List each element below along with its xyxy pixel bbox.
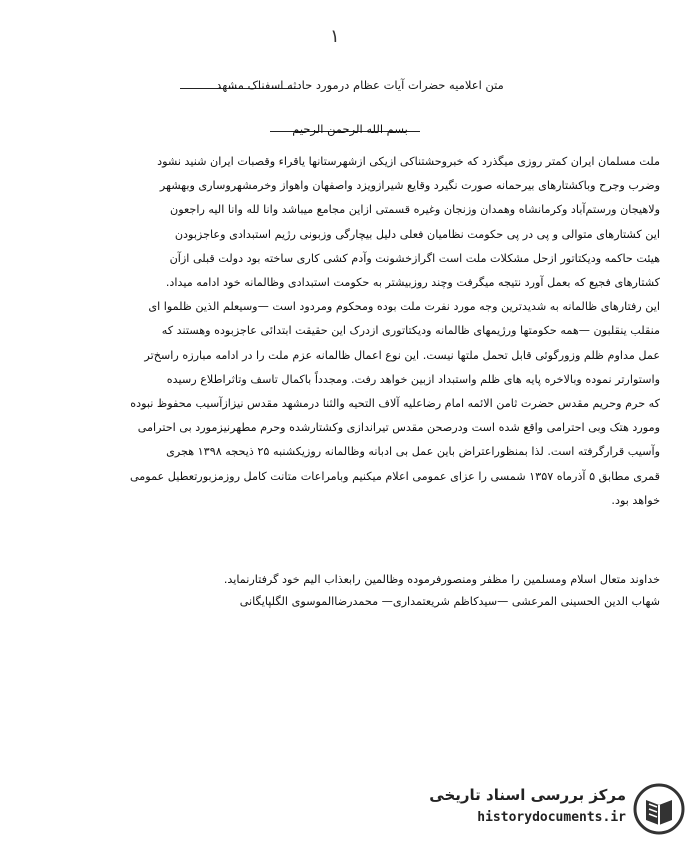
body-line: این رفتارهای ظالمانه به شدیدترین وجه مورد نفرت ملت بوده ومحکوم ومردود است —وسیعلم الذین ظلموا ای — [148, 300, 660, 314]
body-line: وضرب وجرح وباکشتارهای بیرحمانه صورت نگیرد وقایع شیرازویزد واصفهان واهواز وخرمشهروساری وبهشهر — [159, 179, 660, 193]
body-line: منقلب ینقلبون —همه حکومتها ورژیمهای ظالمانه ودیکتاتوری ازدرک این حقیقت ابتدائی عاجزبوده وهستند که — [161, 324, 660, 338]
signatories: شهاب الدین الحسینی المرعشی —سیدکاظم شریعتمداری— محمدرضاالموسوی الگلپایگانی — [239, 595, 660, 608]
body-line: واستوارتر نموده وبالاخره پایه های ظلم واستبداد ازبین خواهد رفت. ومجدداً باکمال تاسف وتاثراطلاع رسیده — [166, 372, 660, 386]
watermark-url: historydocuments.ir — [477, 810, 626, 825]
body-line: ملت مسلمان ایران کمتر روزی میگذرد که خبروحشتناکی ازیکی ازشهرستانها یاقراء وقصبات ایران شنید نشود — [157, 155, 660, 168]
body-line: خواهد بود. — [611, 493, 660, 507]
body-line: قمری مطابق ۵ آذرماه ۱۳۵۷ شمسی را عزای عمومی اعلام میکنیم وبامراعات متانت کامل روزمزبورتعطیل عمومی — [129, 469, 660, 483]
book-logo-icon — [632, 782, 686, 836]
watermark-title: مرکز بررسی اسناد تاریخی — [429, 786, 626, 804]
body-line: هیئت حاکمه ودیکتاتور ازحل مشکلات ملت است اگرازخشونت وآدم کشی کاری ساخته بود دولت قبلی ازآن — [169, 251, 660, 265]
page-number: ۱ — [330, 26, 340, 47]
body-line: که حرم وحریم مقدس حضرت ثامن الائمه امام رضاعلیه آلاف التحیه والثنا درمشهد مقدس نیزازآسیب محفوظ نبوده — [130, 397, 660, 411]
document-title: متن اعلامیه حضرات آیات عظام درمورد حادثه اسفناک مشهد — [216, 78, 504, 92]
document-body — [42, 150, 660, 513]
body-line: ومورد هتک وبی احترامی واقع شده است ودرصحن مقدس تیراندازی وکشتارشده وحرم مطهرنیزمورد بی احترامی — [137, 421, 660, 435]
basmala: بسم الله الرحمن الرحیم — [292, 122, 408, 136]
body-line: وآسیب قرارگرفته است. لذا بمنظوراعتراض باین عمل بی ادبانه وظالمانه روزیکشنبه ۲۵ ذیحجه ۱۳۹۸ هجری — [166, 445, 660, 459]
body-line: عمل مداوم ظلم وزورگوئی قابل تحمل ملتها نیست. این نوع اعمال ظالمانه عزم ملت را در ادامه مبارزه راسخ‌تر — [144, 348, 660, 362]
watermark — [390, 778, 690, 838]
body-line: این کشتارهای متوالی و پی در پی حکومت نظامیان فعلی دلیل بیچارگی وزبونی رژیم استبدادی وعاجزبودن — [174, 227, 660, 241]
closing-prayer: خداوند متعال اسلام ومسلمین را مظفر ومنصورفرموده وظالمین رابعذاب الیم خود گرفتارنماید. — [223, 573, 660, 586]
body-line: ولاهیجان ورستم‌آباد وکرمانشاه وهمدان وزنجان وغیره قسمتی ازاین مجامع میباشد وانا لله وانا الیه راجعون — [170, 203, 660, 217]
body-line: کشتارهای فجیع که بعمل آورد نتیجه میگرفت وچند روزبیشتر به حکومت استبدادی وظالمانه خود ادامه میداد. — [165, 276, 660, 290]
